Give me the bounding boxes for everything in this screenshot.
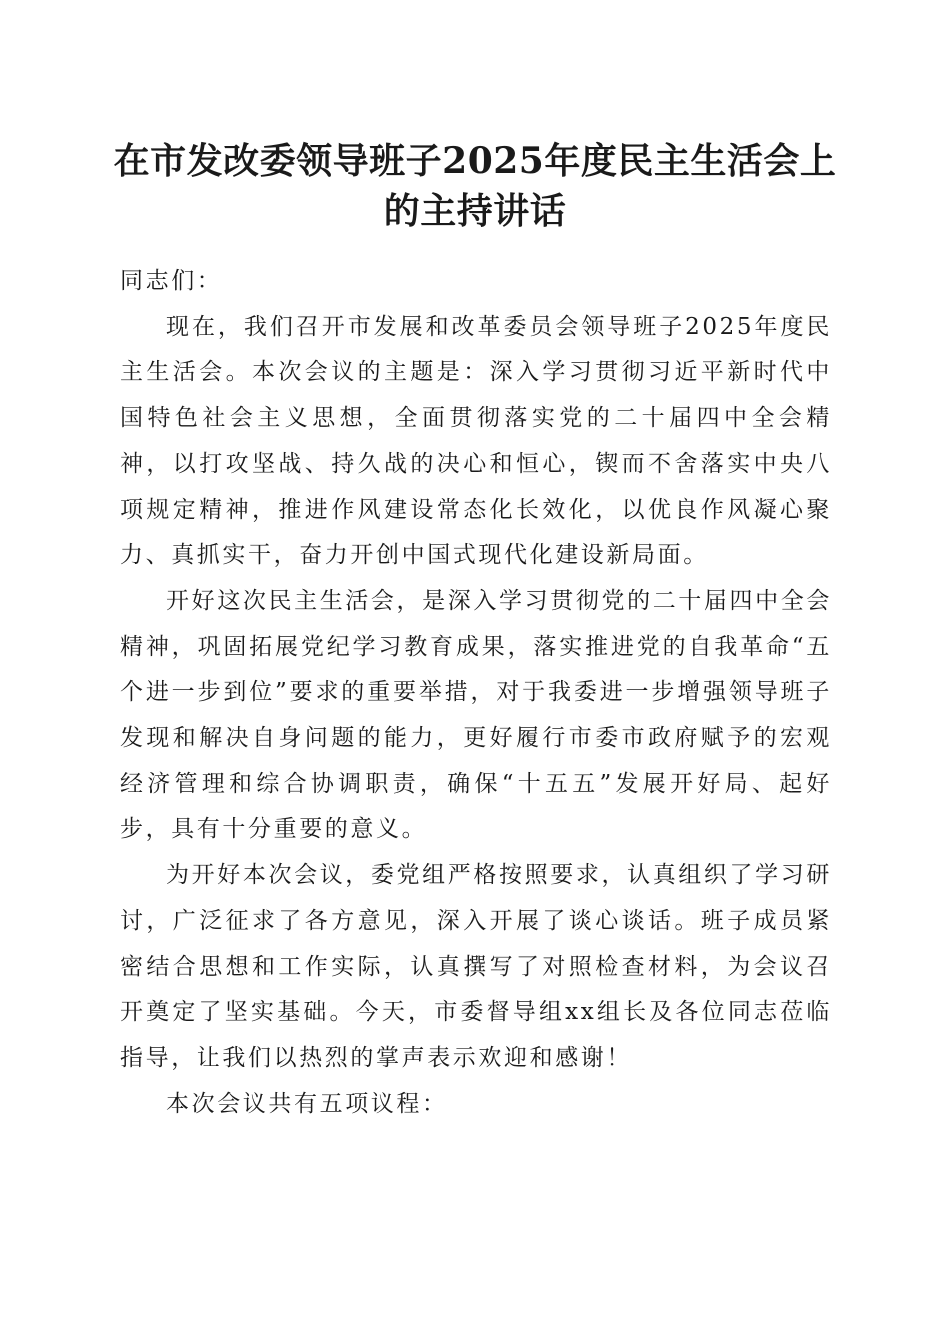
paragraph-3: 为开好本次会议，委党组严格按照要求，认真组织了学习研讨，广泛征求了各方意见，深入开展了谈心谈话。班子成员紧密结合思想和工作实际，认真撰写了对照检查材料，为会议召开奠定了坚实基础。今天，市委督导组xx组长及各位同志莅临指导，让我们以热烈的掌声表示欢迎和感谢！ [120, 862, 832, 1071]
paragraph-2: 开好这次民主生活会，是深入学习贯彻党的二十届四中全会精神，巩固拓展党纪学习教育成果，落实推进党的自我革命“五个进一步到位”要求的重要举措，对于我委进一步增强领导班子发现和解决自身问题的能力，更好履行市委市政府赋予的宏观经济管理和综合协调职责，确保“十五五”发展开好局、起好步，具有十分重要的意义。 [120, 587, 832, 843]
paragraph-1: 现在，我们召开市发展和改革委员会领导班子2025年度民主生活会。本次会议的主题是：深入学习贯彻习近平新时代中国特色社会主义思想，全面贯彻落实党的二十届四中全会精神，以打攻坚战、持久战的决心和恒心，锲而不舍落实中央八项规定精神，推进作风建设常态化长效化，以优良作风凝心聚力、真抓实干，奋力开创中国式现代化建设新局面。 [120, 313, 832, 569]
document-body [120, 259, 832, 1127]
document-title [60, 136, 890, 236]
salutation: 同志们： [120, 268, 223, 294]
title-line-1: 在市发改委领导班子2025年度民主生活会上 [113, 140, 837, 182]
title-line-2: 的主持讲话 [383, 190, 567, 232]
paragraph-4: 本次会议共有五项议程： [166, 1090, 448, 1117]
